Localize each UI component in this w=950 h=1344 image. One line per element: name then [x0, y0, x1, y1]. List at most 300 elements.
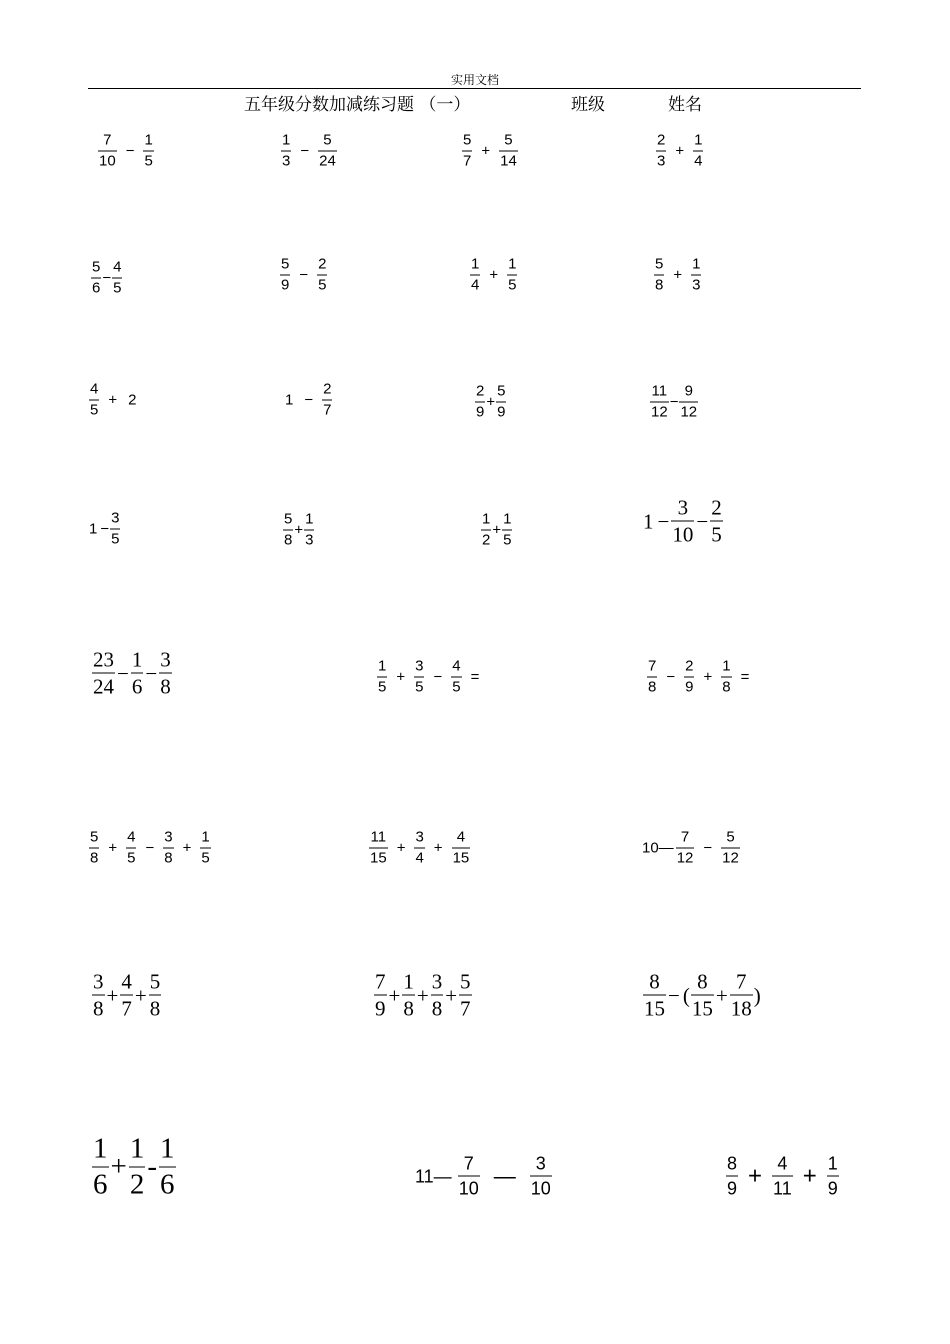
numerator: 2: [323, 380, 332, 398]
numerator: 5: [323, 131, 332, 149]
numerator: 3: [431, 969, 443, 994]
numerator: 4: [127, 828, 136, 846]
fraction: [710, 496, 723, 547]
numerator: 5: [463, 131, 472, 149]
fraction-bar: [92, 1167, 109, 1168]
denominator: 5: [508, 276, 517, 294]
operator: +: [182, 839, 192, 856]
denominator: 6: [131, 674, 143, 699]
operator: +: [481, 142, 491, 159]
fraction: [318, 132, 337, 171]
fraction-bar: [143, 151, 153, 152]
operator: −: [300, 142, 310, 159]
fraction-bar: [92, 673, 115, 674]
denominator: 8: [90, 849, 99, 867]
fraction: [92, 1133, 109, 1202]
fraction: [459, 970, 472, 1021]
fraction: [654, 256, 664, 295]
numerator: 2: [657, 131, 666, 149]
operator: −: [145, 839, 155, 856]
denominator: 8: [284, 531, 293, 549]
fraction: [431, 970, 444, 1021]
problem-17: [92, 648, 172, 699]
parenthesis: ): [753, 983, 761, 1007]
numerator: 5: [149, 969, 161, 994]
denominator: 9: [375, 996, 386, 1021]
fraction: [112, 259, 122, 298]
header-note: 实用文档: [450, 73, 499, 87]
fraction-bar: [322, 400, 332, 401]
denominator: 15: [370, 849, 387, 867]
fraction: [721, 658, 731, 697]
whole-number: 1: [643, 509, 654, 533]
denominator: 6: [93, 1168, 108, 1201]
operator: −: [657, 509, 670, 533]
fraction: [684, 658, 694, 697]
operator: +: [748, 1162, 763, 1189]
denominator: 8: [93, 996, 104, 1021]
denominator: 6: [160, 1168, 175, 1201]
fraction: [507, 256, 517, 295]
numerator: 3: [160, 647, 171, 672]
fraction: [369, 829, 388, 868]
whole-number: 1: [285, 391, 294, 408]
fraction: [470, 256, 480, 295]
fraction-bar: [671, 521, 694, 522]
numerator: 5: [497, 382, 506, 400]
numerator: 7: [463, 1153, 474, 1174]
denominator: 5: [111, 530, 120, 548]
denominator: 5: [90, 401, 99, 419]
denominator: 3: [657, 152, 666, 170]
numerator: 8: [697, 969, 708, 994]
problem-7: [470, 256, 517, 295]
operator: +: [445, 983, 458, 1007]
numerator: 2: [318, 255, 327, 273]
numerator: 8: [649, 969, 660, 994]
fraction: [374, 970, 387, 1021]
numerator: 1: [378, 657, 387, 675]
fraction: [92, 648, 115, 699]
problem-26: [92, 1133, 176, 1202]
worksheet-title: 五年级分数加减练习题 （一）: [244, 95, 471, 115]
denominator: 5: [503, 531, 512, 549]
denominator: 12: [722, 849, 739, 867]
problem-25: [643, 970, 762, 1021]
fraction: [281, 132, 291, 171]
numerator: 4: [90, 380, 99, 398]
operator: +: [673, 266, 683, 283]
fraction: [726, 1153, 738, 1200]
denominator: 5: [113, 279, 122, 297]
operator: +: [396, 668, 406, 685]
denominator: 5: [452, 678, 461, 696]
fraction: [502, 511, 512, 550]
fraction: [110, 510, 120, 549]
problem-19: [647, 658, 758, 697]
fraction-bar: [481, 530, 491, 531]
fraction: [159, 648, 172, 699]
numerator: 7: [103, 131, 112, 149]
numerator: 5: [460, 969, 471, 994]
numerator: 3: [111, 509, 120, 527]
numerator: 3: [677, 495, 689, 520]
fraction: [322, 381, 332, 420]
equals-sign: =: [740, 668, 750, 685]
numerator: 11: [370, 828, 387, 846]
fraction-bar: [402, 995, 415, 996]
fraction-bar: [89, 848, 99, 849]
operator: +: [492, 521, 502, 538]
denominator: 8: [403, 996, 414, 1021]
fraction-bar: [159, 1167, 176, 1168]
fraction-bar: [676, 848, 695, 849]
operator: +: [416, 983, 429, 1007]
fraction-bar: [159, 673, 172, 674]
denominator: 9: [727, 1178, 738, 1199]
operator: +: [396, 839, 406, 856]
fraction: [721, 829, 740, 868]
numerator: 7: [375, 969, 386, 994]
operator: +: [388, 983, 401, 1007]
fraction-bar: [693, 151, 703, 152]
operator: −: [304, 391, 314, 408]
denominator: 10: [99, 152, 116, 170]
parenthesis: (: [682, 983, 690, 1007]
problem-18: [377, 658, 488, 697]
fraction: [530, 1153, 552, 1200]
problem-1: [98, 132, 154, 171]
fraction: [827, 1153, 839, 1200]
fraction-bar: [459, 995, 472, 996]
denominator: 5: [144, 152, 153, 170]
numerator: 5: [726, 828, 735, 846]
denominator: 5: [711, 522, 722, 547]
fraction: [772, 1153, 793, 1200]
operator: +: [110, 1150, 127, 1183]
operator: −: [433, 668, 443, 685]
denominator: 12: [680, 403, 698, 421]
denominator: 8: [722, 678, 731, 696]
fraction-bar: [110, 529, 120, 530]
fraction: [671, 496, 694, 547]
operator: +: [715, 983, 728, 1007]
denominator: 15: [644, 996, 665, 1021]
problem-20: [89, 829, 211, 868]
numerator: 1: [722, 657, 731, 675]
fraction: [481, 511, 491, 550]
numerator: 5: [90, 828, 99, 846]
numerator: 1: [282, 131, 291, 149]
denominator: 12: [651, 403, 668, 421]
denominator: 9: [281, 276, 290, 294]
numerator: 5: [655, 255, 664, 273]
fraction: [304, 511, 314, 550]
problem-16: [643, 496, 723, 547]
numerator: 1: [305, 510, 314, 528]
problem-22: [640, 829, 740, 868]
numerator: 8: [727, 1153, 738, 1174]
fraction-bar: [318, 151, 337, 152]
numerator: 3: [93, 969, 104, 994]
problem-5: [91, 259, 122, 298]
fraction-bar: [691, 275, 701, 276]
denominator: 7: [121, 996, 132, 1021]
fraction-bar: [98, 151, 117, 152]
fraction: [129, 1133, 146, 1202]
numerator: 2: [711, 495, 722, 520]
fraction: [149, 970, 162, 1021]
problem-27: [415, 1153, 552, 1200]
denominator: 5: [127, 849, 136, 867]
header-rule: [88, 88, 861, 89]
fraction-bar: [730, 995, 753, 996]
denominator: 24: [319, 152, 336, 170]
numerator: 1: [482, 510, 491, 528]
problem-8: [654, 256, 701, 295]
numerator: 4: [121, 969, 132, 994]
fraction-bar: [431, 995, 444, 996]
numerator: 3: [535, 1153, 546, 1174]
numerator: 1: [827, 1153, 838, 1174]
fraction: [691, 970, 714, 1021]
fraction: [452, 829, 471, 868]
numerator: 4: [113, 258, 122, 276]
fraction-bar: [679, 402, 698, 403]
numerator: 4: [452, 657, 461, 675]
numerator: 4: [456, 828, 466, 846]
denominator: 6: [92, 279, 101, 297]
fraction-bar: [496, 402, 506, 403]
fraction: [92, 970, 105, 1021]
fraction: [283, 511, 293, 550]
operator: −: [100, 520, 110, 537]
denominator: 9: [497, 403, 506, 421]
fraction-bar: [827, 1176, 839, 1177]
operator: +: [294, 521, 304, 538]
fraction: [650, 383, 669, 422]
fraction: [402, 970, 415, 1021]
denominator: 8: [655, 276, 664, 294]
operator: +: [134, 983, 147, 1007]
fraction-bar: [470, 275, 480, 276]
problem-13: [89, 510, 120, 549]
fraction: [280, 256, 290, 295]
numerator: 1: [129, 1132, 145, 1165]
fraction: [414, 658, 424, 697]
fraction-bar: [656, 151, 666, 152]
fraction: [200, 829, 210, 868]
denominator: 8: [164, 849, 173, 867]
operator: +: [802, 1162, 817, 1189]
fraction-bar: [507, 275, 517, 276]
fraction-bar: [91, 278, 101, 279]
fraction: [499, 132, 518, 171]
operator: -: [147, 1150, 158, 1183]
fraction: [131, 648, 144, 699]
fraction: [730, 970, 753, 1021]
fraction-bar: [502, 530, 512, 531]
fraction-bar: [89, 400, 99, 401]
fraction: [89, 829, 99, 868]
denominator: 8: [431, 996, 443, 1021]
denominator: 4: [694, 152, 703, 170]
fraction: [462, 132, 472, 171]
fraction-bar: [462, 151, 472, 152]
fraction-bar: [163, 848, 173, 849]
fraction-bar: [129, 1167, 146, 1168]
fraction-bar: [710, 521, 723, 522]
problem-4: [656, 132, 703, 171]
numerator: 1: [503, 510, 512, 528]
denominator: 9: [827, 1178, 838, 1199]
numerator: 1: [93, 1132, 108, 1165]
fraction: [458, 1153, 480, 1200]
operator: −: [666, 668, 676, 685]
fraction: [317, 256, 327, 295]
problem-3: [462, 132, 518, 171]
numerator: 1: [131, 647, 143, 672]
problem-6: [280, 256, 327, 295]
numerator: 5: [281, 255, 290, 273]
fraction: [89, 381, 99, 420]
operator: +: [489, 266, 499, 283]
numerator: 1: [144, 131, 153, 149]
fraction-bar: [691, 995, 714, 996]
fraction: [143, 132, 153, 171]
denominator: 3: [692, 276, 701, 294]
numerator: 1: [694, 131, 703, 149]
operator: +: [108, 391, 118, 408]
problem-15: [481, 511, 512, 550]
denominator: 3: [282, 152, 291, 170]
numerator: 5: [504, 131, 513, 149]
denominator: 4: [415, 849, 424, 867]
fraction-bar: [475, 402, 485, 403]
denominator: 11: [773, 1178, 792, 1199]
operator: +: [703, 668, 713, 685]
fraction: [451, 658, 461, 697]
fraction-bar: [317, 275, 327, 276]
denominator: 5: [318, 276, 327, 294]
fraction-bar: [414, 848, 424, 849]
fraction-bar: [721, 848, 740, 849]
operator: −: [102, 269, 112, 286]
fraction: [414, 829, 424, 868]
fraction: [163, 829, 173, 868]
fraction: [679, 383, 698, 422]
fraction-bar: [92, 995, 105, 996]
denominator: 18: [730, 996, 752, 1021]
whole-number: 11—: [415, 1166, 452, 1186]
denominator: 24: [93, 674, 114, 699]
numerator: 1: [160, 1132, 175, 1165]
fraction-bar: [726, 1176, 738, 1177]
numerator: 1: [403, 969, 414, 994]
fraction-bar: [458, 1176, 480, 1177]
denominator: 5: [378, 678, 387, 696]
fraction-bar: [112, 278, 122, 279]
numerator: 3: [415, 828, 424, 846]
fraction: [496, 383, 506, 422]
problem-23: [92, 970, 161, 1021]
fraction: [676, 829, 695, 868]
fraction-bar: [684, 677, 694, 678]
fraction-bar: [149, 995, 162, 996]
whole-number: 1: [89, 520, 98, 537]
problem-24: [374, 970, 472, 1021]
fraction-bar: [772, 1176, 793, 1177]
fraction-bar: [530, 1176, 552, 1177]
denominator: 7: [463, 152, 472, 170]
fraction: [159, 1133, 176, 1202]
operator: −: [669, 393, 679, 410]
fraction-bar: [120, 995, 133, 996]
numerator: 23: [93, 647, 114, 672]
fraction: [120, 970, 133, 1021]
denominator: 12: [676, 849, 694, 867]
fraction-bar: [377, 677, 387, 678]
operator: −: [696, 509, 709, 533]
name-label: 姓名: [668, 95, 702, 115]
fraction-bar: [126, 848, 136, 849]
operator: −: [299, 266, 309, 283]
fraction-bar: [452, 848, 471, 849]
fraction-bar: [131, 673, 144, 674]
operator: −: [668, 983, 680, 1007]
fraction-bar: [281, 151, 291, 152]
denominator: 10: [458, 1178, 479, 1199]
fraction-bar: [721, 677, 731, 678]
operator: +: [675, 142, 685, 159]
denominator: 2: [129, 1168, 145, 1201]
numerator: 1: [508, 255, 517, 273]
whole-number: 2: [128, 391, 137, 408]
numerator: 5: [92, 258, 101, 276]
denominator: 7: [460, 996, 471, 1021]
fraction-bar: [654, 275, 664, 276]
numerator: 3: [415, 657, 424, 675]
fraction: [377, 658, 387, 697]
denominator: 10: [672, 522, 694, 547]
numerator: 2: [476, 382, 485, 400]
class-label: 班级: [571, 95, 605, 115]
fraction-bar: [414, 677, 424, 678]
fraction-bar: [374, 995, 387, 996]
problem-9: [89, 381, 138, 420]
numerator: 7: [680, 828, 690, 846]
operator: —: [493, 1163, 516, 1188]
operator: +: [108, 839, 118, 856]
problem-14: [283, 511, 314, 550]
denominator: 8: [648, 678, 657, 696]
numerator: 1: [201, 828, 210, 846]
fraction: [656, 132, 666, 171]
fraction-bar: [499, 151, 518, 152]
denominator: 8: [160, 674, 171, 699]
operator: +: [486, 393, 496, 410]
numerator: 5: [284, 510, 293, 528]
problem-28: [726, 1153, 839, 1200]
problem-12: [650, 383, 698, 422]
denominator: 5: [201, 849, 210, 867]
fraction-bar: [200, 848, 210, 849]
numerator: 1: [471, 255, 480, 273]
denominator: 4: [471, 276, 480, 294]
fraction-bar: [280, 275, 290, 276]
numerator: 2: [685, 657, 694, 675]
fraction-bar: [283, 530, 293, 531]
